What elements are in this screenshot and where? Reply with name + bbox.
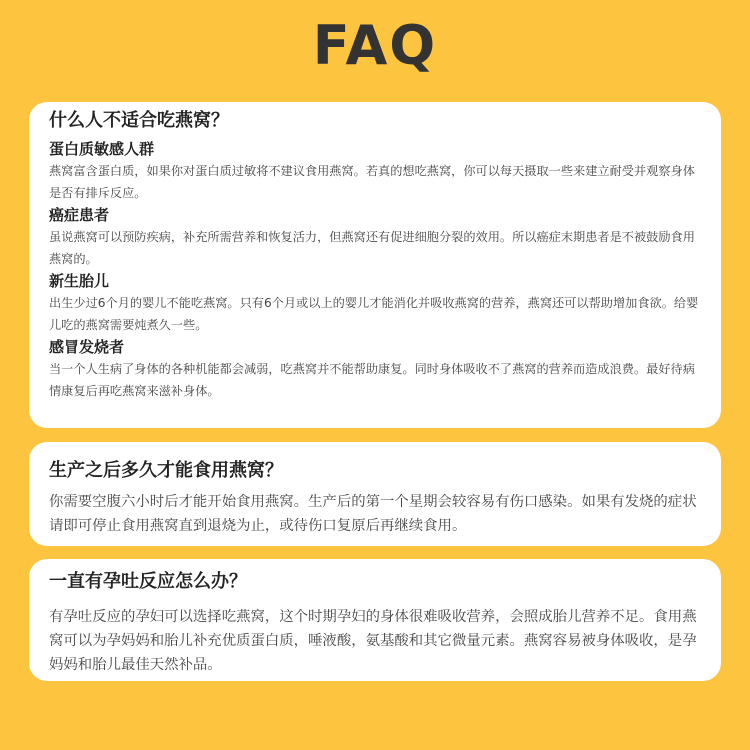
faq-question: 生产之后多久才能食用燕窝？ xyxy=(49,460,283,481)
section-heading-newborn: 新生胎儿 xyxy=(49,272,110,290)
section-heading-cold-fever: 感冒发烧者 xyxy=(49,338,125,356)
faq-card-not-suitable xyxy=(29,102,721,428)
section-text-cold-fever: 当一个人生病了身体的各种机能都会减弱，吃燕窝并不能帮助康复。同时身体吸收不了燕窝的营养而造成浪费。最好待病情康复后再吃燕窝来滋补身体。 xyxy=(49,362,695,398)
section-heading-cancer: 癌症患者 xyxy=(49,206,110,224)
section-text-cancer: 虽说燕窝可以预防疾病，补充所需营养和恢复活力，但燕窝还有促进细胞分裂的效用。所以癌症末期患者是不被鼓励食用燕窝的。 xyxy=(49,230,695,266)
section-text-newborn: 出生少过6个月的婴儿不能吃燕窝。只有6个月或以上的婴儿才能消化并吸收燕窝的营养，燕窝还可以帮助增加食欲。给婴儿吃的燕窝需要炖煮久一些。 xyxy=(49,296,699,332)
faq-card-morning-sickness xyxy=(29,559,721,681)
faq-answer: 你需要空腹六小时后才能开始食用燕窝。生产后的第一个星期会较容易有伤口感染。如果有发烧的症状请即可停止食用燕窝直到退烧为止，或待伤口复原后再继续食用。 xyxy=(49,494,697,534)
section-text-protein-allergy: 燕窝富含蛋白质，如果你对蛋白质过敏将不建议食用燕窝。若真的想吃燕窝，你可以每天摄取一些来建立耐受并观察身体是否有排斥反应。 xyxy=(49,164,695,200)
faq-question: 一直有孕吐反应怎么办？ xyxy=(49,571,247,592)
faq-answer: 有孕吐反应的孕妇可以选择吃燕窝，这个时期孕妇的身体很难吸收营养，会照成胎儿营养不足。食用燕窝可以为孕妈妈和胎儿补充优质蛋白质，唾液酸，氨基酸和其它微量元素。燕窝容易被身体吸收，是孕妈妈和胎儿最佳天然补品。 xyxy=(49,609,697,673)
section-heading-protein-allergy: 蛋白质敏感人群 xyxy=(49,140,155,158)
faq-question: 什么人不适合吃燕窝？ xyxy=(49,110,229,131)
faq-card-after-birth xyxy=(29,442,721,546)
page-title: FAQ xyxy=(312,14,438,77)
